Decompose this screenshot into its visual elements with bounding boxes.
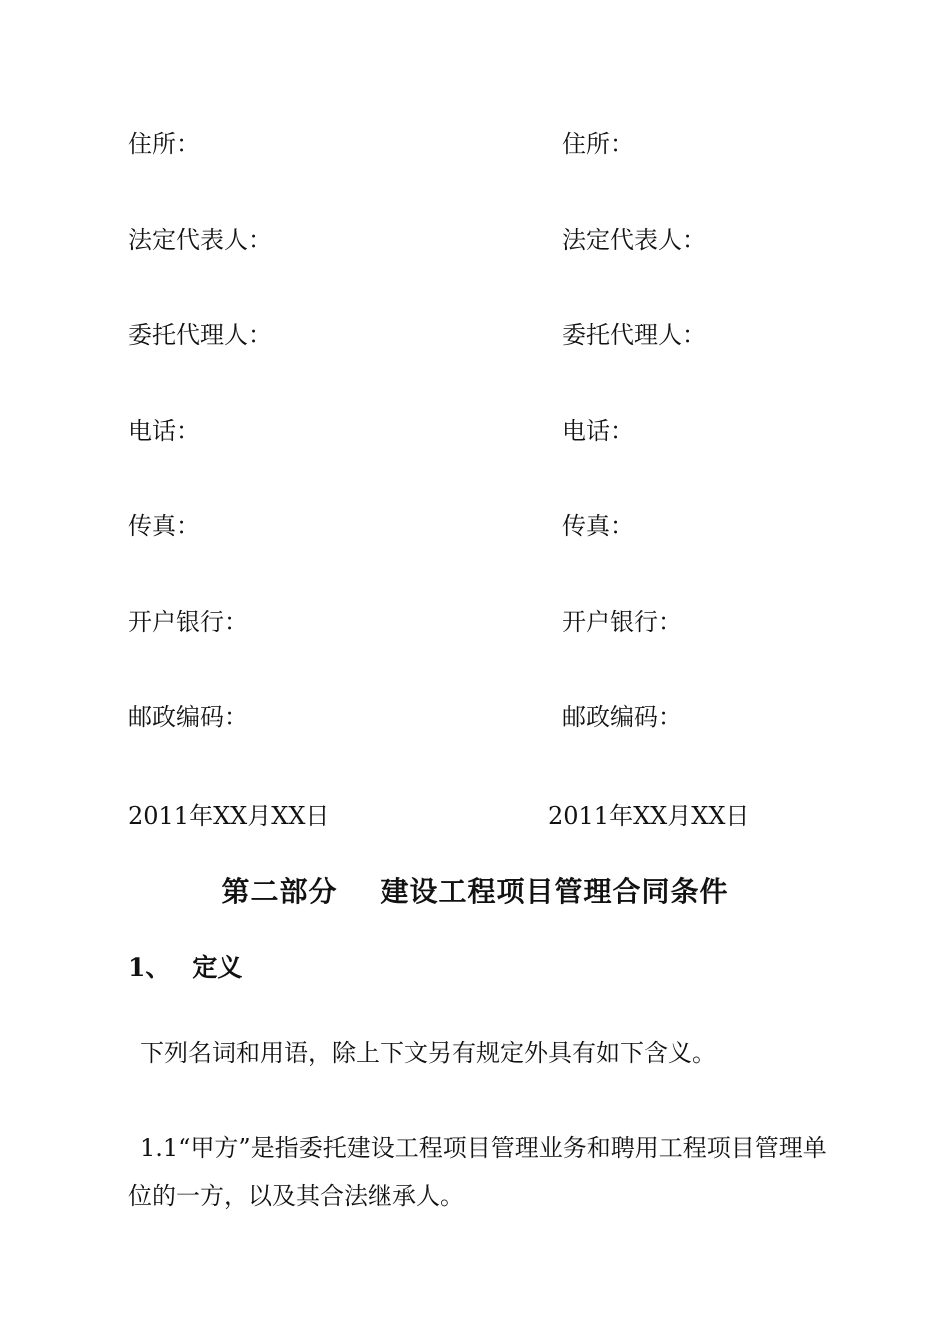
heading-number: 1、 [128,953,171,982]
section-title: 第二部分 建设工程项目管理合同条件 [221,875,729,908]
right-fax-label: 传真： [562,512,634,540]
right-address-label: 住所： [562,130,634,158]
right-bank-label: 开户银行： [562,608,682,636]
left-legal-rep-label: 法定代表人： [128,226,272,254]
right-agent-label: 委托代理人： [562,321,706,349]
left-address-label: 住所： [128,130,200,158]
definition-1-1: 1.1“甲方”是指委托建设工程项目管理业务和聘用工程项目管理单位的一方，以及其合法继承人。 [128,1134,827,1210]
right-date: 2011年XX月XX日 [548,802,750,830]
left-phone-label: 电话： [128,417,200,445]
heading-title: 定义 [192,953,243,982]
right-phone-label: 电话： [562,417,634,445]
right-legal-rep-label: 法定代表人： [562,226,706,254]
left-agent-label: 委托代理人： [128,321,272,349]
section-heading [128,951,242,985]
left-fax-label: 传真： [128,512,200,540]
left-postcode-label: 邮政编码： [128,703,248,731]
intro-paragraph: 下列名词和用语，除上下文另有规定外具有如下含义。 [140,1039,716,1067]
left-bank-label: 开户银行： [128,608,248,636]
left-date: 2011年XX月XX日 [128,802,330,830]
right-postcode-label: 邮政编码： [562,703,682,731]
